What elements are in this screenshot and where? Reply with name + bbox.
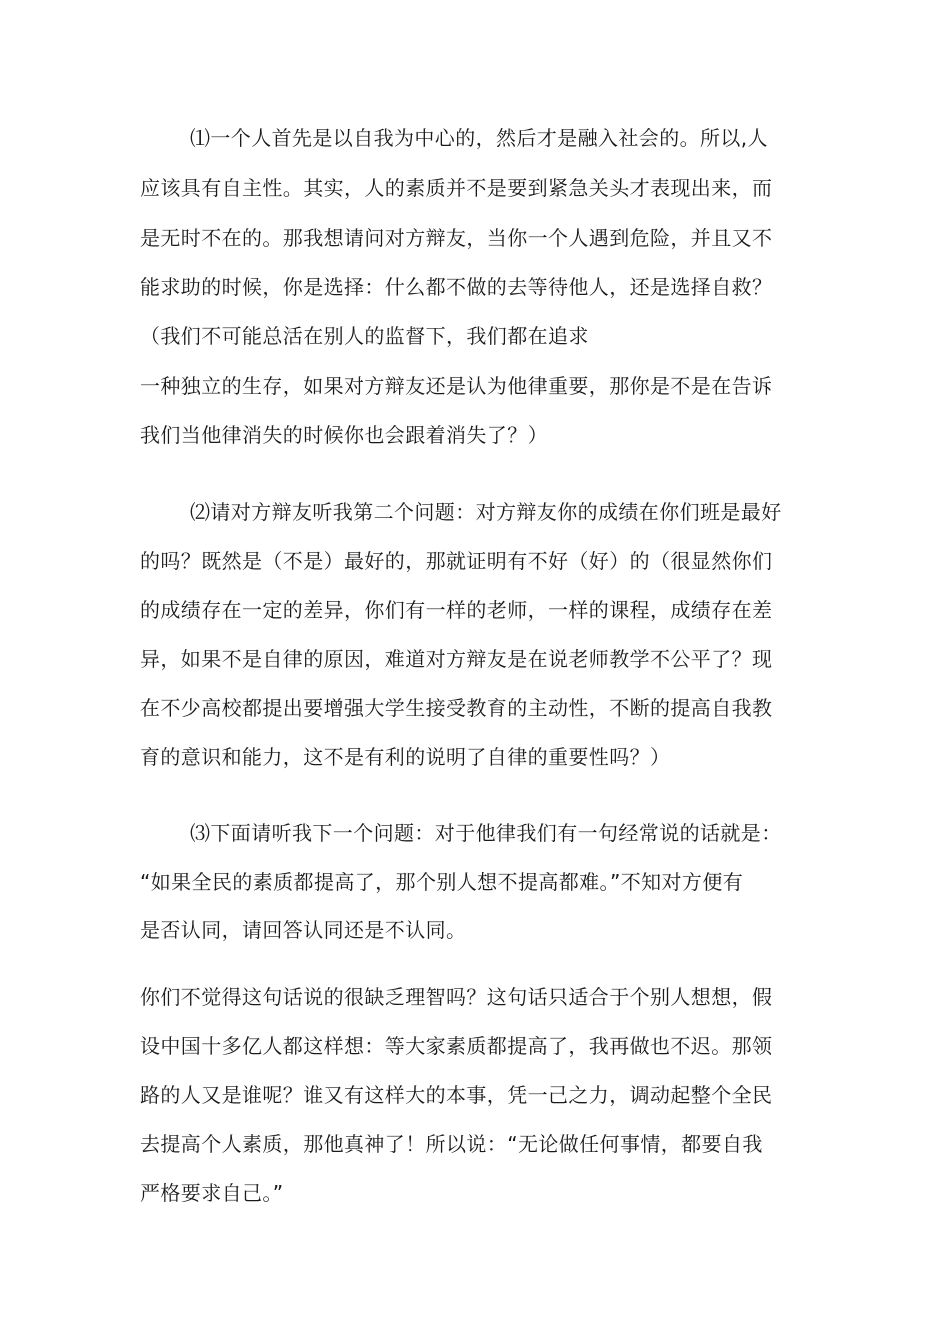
paragraph-3-line-2: “如果全民的素质都提高了，那个别人想不提高都难。”不知对方便有: [140, 870, 744, 894]
paragraph-4-line-4: 去提高个人素质，那他真神了！所以说：“无论做任何事情，都要自我: [140, 1132, 763, 1156]
paragraph-2-line-2: 的吗？既然是（不是）最好的，那就证明有不好（好）的（很显然你们: [140, 549, 773, 573]
paragraph-1-line-3: 是无时不在的。那我想请问对方辩友，当你一个人遇到危险，并且又不: [140, 226, 773, 250]
paragraph-4-line-2: 设中国十多亿人都这样想：等大家素质都提高了，我再做也不迟。那领: [140, 1034, 773, 1058]
paragraph-4-line-3: 路的人又是谁呢？谁又有这样大的本事，凭一己之力，调动起整个全民: [140, 1083, 773, 1107]
paragraph-2-line-5: 在不少高校都提出要增强大学生接受教育的主动性，不断的提高自我教: [140, 696, 773, 720]
paragraph-3-line-3: 是否认同，请回答认同还是不认同。: [140, 918, 467, 942]
paragraph-4-line-1: 你们不觉得这句话说的很缺乏理智吗？这句话只适合于个别人想想，假: [140, 985, 773, 1009]
paragraph-2-line-6: 育的意识和能力，这不是有利的说明了自律的重要性吗？）: [140, 745, 671, 769]
paragraph-1-line-1: ⑴一个人首先是以自我为中心的，然后才是融入社会的。所以,人: [190, 126, 768, 150]
paragraph-1-line-7: 我们当他律消失的时候你也会跟着消失了？）: [140, 423, 548, 447]
paragraph-2-line-1: ⑵请对方辩友听我第二个问题：对方辩友你的成绩在你们班是最好: [190, 500, 782, 524]
paragraph-1-line-5: （我们不可能总活在别人的监督下，我们都在追求: [140, 324, 589, 348]
paragraph-1-line-4: 能求助的时候，你是选择：什么都不做的去等待他人，还是选择自救？: [140, 275, 773, 299]
paragraph-1-line-2: 应该具有自主性。其实，人的素质并不是要到紧急关头才表现出来，而: [140, 176, 773, 200]
paragraph-4-line-5: 严格要求自己。”: [140, 1181, 284, 1205]
paragraph-2-line-4: 异，如果不是自律的原因，难道对方辩友是在说老师教学不公平了？现: [140, 647, 773, 671]
paragraph-1-line-6: 一种独立的生存，如果对方辩友还是认为他律重要，那你是不是在告诉: [140, 374, 773, 398]
paragraph-3-line-1: ⑶下面请听我下一个问题：对于他律我们有一句经常说的话就是：: [190, 821, 782, 845]
paragraph-2-line-3: 的成绩存在一定的差异，你们有一样的老师，一样的课程，成绩存在差: [140, 598, 773, 622]
